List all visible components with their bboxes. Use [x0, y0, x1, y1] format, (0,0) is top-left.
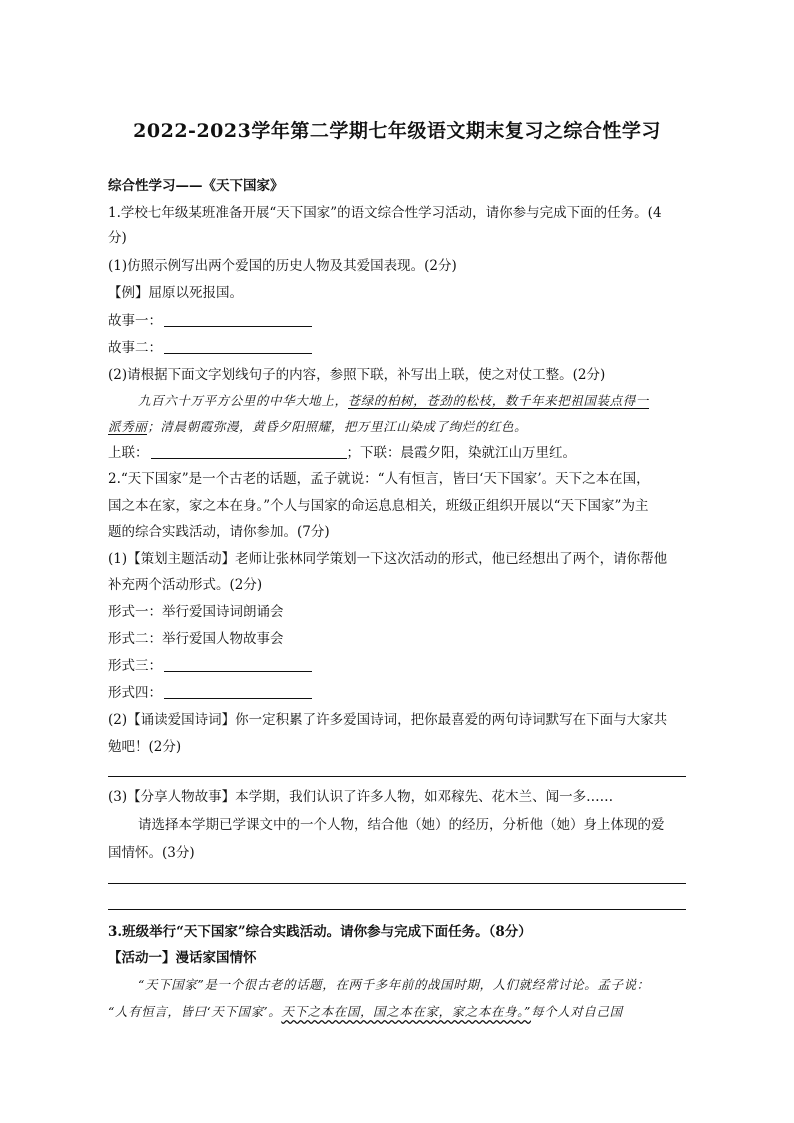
q2-sub3-line2: 请选择本学期已学课文中的一个人物，结合他（她）的经历，分析他（她）身上体现的爱 [138, 817, 665, 833]
couplet-lower: ；下联：晨霞夕阳，染就江山万里红。 [346, 445, 576, 461]
q2-stem-line3: 题的综合实践活动，请你参加。(7分) [108, 524, 330, 540]
q2-sub1-line1: (1)【策划主题活动】老师让张林同学策划一下这次活动的形式，他已经想出了两个，请你帮他 [108, 551, 668, 567]
q2-sub3-line3: 国情怀。(3分) [108, 845, 195, 861]
q1-sub1: (1)仿照示例写出两个爱国的历史人物及其爱国表现。(2分) [108, 258, 457, 274]
q1-story2-label: 故事二： [108, 340, 162, 356]
q3-para-line2 [108, 1002, 686, 1022]
q2-form3-row [108, 656, 686, 676]
q1-story2-blank[interactable] [164, 339, 312, 354]
q1-story2-row [108, 338, 686, 358]
passage-underlined-text: 苍绿的柏树，苍劲的松枝，数千年来把祖国装点得一 [347, 393, 649, 408]
passage-underlined-text: 派秀丽 [108, 419, 148, 434]
q2-form3-blank[interactable] [164, 657, 312, 672]
q2-form4-label: 形式四： [108, 685, 162, 701]
q2-sub2-line2: 勉吧！(2分) [108, 739, 182, 755]
q1-passage-line2 [108, 417, 686, 437]
q3-activity1-heading: 【活动一】漫话家国情怀 [108, 950, 257, 966]
q1-story1-blank[interactable] [164, 312, 312, 327]
q1-story1-label: 故事一： [108, 313, 162, 329]
q3-stem: 3.班级举行“天下国家”综合实践活动。请你参与完成下面任务。（8分） [108, 924, 532, 940]
q1-sub2: (2)请根据下面文字划线句子的内容，参照下联，补写出上联，使之对仗工整。(2分) [108, 367, 606, 383]
q1-stem-line1: 1.学校七年级某班准备开展“天下国家”的语文综合性学习活动，请你参与完成下面的任务。(4 [108, 205, 662, 221]
q2-stem-line1: 2.“天下国家”是一个古老的话题，孟子就说：“人有恒言，皆曰‘天下国家’。天下之本在国， [108, 471, 650, 487]
q2-form3-label: 形式三： [108, 658, 162, 674]
q2-sub3-answer-line1[interactable] [108, 883, 686, 884]
q2-sub3-line1: (3)【分享人物故事】本学期，我们认识了许多人物，如邓稼先、花木兰、闻一多…… [108, 789, 614, 805]
q2-sub2-answer-line[interactable] [108, 776, 686, 777]
q2-form4-blank[interactable] [164, 684, 312, 699]
q3-para-line1: “天下国家”是一个很古老的话题，在两千多年前的战国时期，人们就经常讨论。孟子说： [138, 977, 650, 992]
q1-example: 【例】屈原以死报国。 [108, 285, 243, 301]
q1-story1-row [108, 311, 686, 331]
q2-sub1-line2: 补充两个活动形式。(2分) [108, 577, 263, 593]
q2-sub2-line1: (2)【诵读爱国诗词】你一定积累了许多爱国诗词，把你最喜爱的两句诗词默写在下面与大家共 [108, 712, 668, 728]
q1-passage-line1 [138, 391, 686, 411]
q2-form2: 形式二：举行爱国人物故事会 [108, 631, 284, 647]
para-wavy-underlined-text: 天下之本在国，国之本在家，家之本在身。” [281, 1004, 531, 1019]
q1-stem-line2: 分) [108, 230, 127, 246]
section-heading: 综合性学习——《天下国家》 [108, 178, 284, 194]
q2-form1: 形式一：举行爱国诗词朗诵会 [108, 604, 284, 620]
couplet-upper-blank[interactable] [151, 444, 347, 459]
q2-stem-line2: 国之本在家，家之本在身。”个人与国家的命运息息相关，班级正组织开展以“天下国家”为主 [108, 498, 649, 514]
couplet-upper-label: 上联： [108, 445, 149, 461]
page-title: 2022-2023学年第二学期七年级语文期末复习之综合性学习 [133, 120, 661, 142]
para-text: “人有恒言，皆曰‘天下国家’。 [108, 1004, 282, 1019]
passage-text: 九百六十万平方公里的中华大地上， [138, 393, 348, 408]
q2-sub3-answer-line2[interactable] [108, 909, 686, 910]
passage-text: ；清晨朝霞弥漫，黄昏夕阳照耀，把万里江山染成了绚烂的红色。 [147, 419, 528, 434]
para-text: 每个人对自己国 [531, 1004, 623, 1019]
q2-form4-row [108, 683, 686, 703]
q1-couplet-row [108, 443, 686, 463]
